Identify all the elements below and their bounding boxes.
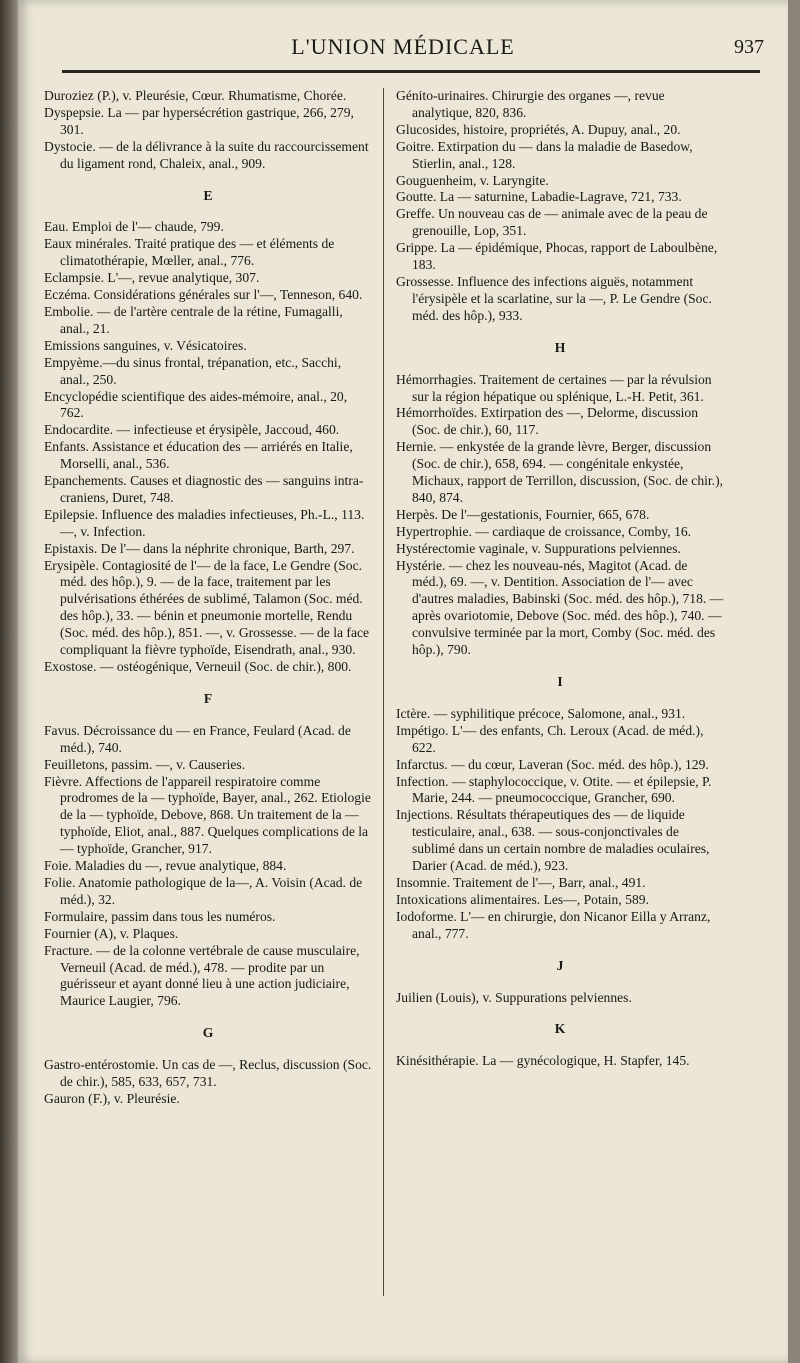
index-entry: Ictère. — syphilitique précoce, Salomone, anal., 931.	[396, 705, 686, 721]
page-number: 937	[734, 36, 764, 58]
index-entry: Greffe. Un nouveau cas de — animale avec de la peau de grenouille, Lop, 351.	[396, 206, 708, 239]
index-entry: Gauron (F.), v. Pleurésie.	[44, 1090, 180, 1106]
index-entry: Hernie. — enkystée de la grande lèvre, Berger, discussion (Soc. de chir.), 658, 694. — congénitale enkystée, Michaux, rapport de Terrillon, discussion, (Soc. de chir.), 840, 874.	[396, 439, 724, 505]
index-entry: Gouguenheim, v. Laryngite.	[396, 172, 549, 188]
index-entry: Goitre. Extirpation du — dans la maladie de Basedow, Stierlin, anal., 128.	[396, 138, 693, 171]
index-entry: Hémorrhagies. Traitement de certaines — par la révulsion sur la région hépatique ou splénique, L.-H. Petit, 361.	[396, 371, 712, 404]
index-group-h	[396, 372, 724, 659]
journal-title: L'UNION MÉDICALE	[291, 34, 515, 59]
index-entry: Feuilletons, passim. —, v. Causeries.	[44, 756, 246, 772]
index-entry: Duroziez (P.), v. Pleurésie, Cœur. Rhumatisme, Chorée.	[44, 88, 347, 103]
index-entry: Empyème.—du sinus frontal, trépanation, etc., Sacchi, anal., 250.	[44, 354, 342, 387]
index-entry: Erysipèle. Contagiosité de l'— de la face, Le Gendre (Soc. méd. des hôp.), 9. — de la face, traitement par les pulvérisations éthérées de sublimé, Talamon (Soc. méd. des hôp.), 33. — bénin et pneumonie mortelle, Rendu (Soc. méd. des hôp.), 851. —, v. Grossesse. — de la face compliquant la fièvre typhoïde, Eisendrath, anal., 930.	[44, 557, 370, 658]
index-entry: Eaux minérales. Traité pratique des — et éléments de climatothérapie, Mœller, anal., 776.	[44, 236, 335, 269]
header-rule	[62, 70, 760, 73]
index-entry: Foie. Maladies du —, revue analytique, 884.	[44, 858, 287, 874]
index-entry: Herpès. De l'—gestationis, Fournier, 665, 678.	[396, 506, 650, 522]
index-entry: Hémorrhoïdes. Extirpation des —, Delorme, discussion (Soc. de chir.), 60, 117.	[396, 405, 699, 438]
index-entry: Dyspepsie. La — par hypersécrétion gastrique, 266, 279, 301.	[44, 104, 354, 137]
index-entry: Folie. Anatomie pathologique de la—, A. Voisin (Acad. de méd.), 32.	[44, 874, 363, 907]
index-entry: Epistaxis. De l'— dans la néphrite chronique, Barth, 297.	[44, 540, 355, 556]
index-entry: Fournier (A), v. Plaques.	[44, 925, 179, 941]
index-entry: Embolie. — de l'artère centrale de la rétine, Fumagalli, anal., 21.	[44, 303, 343, 336]
index-entry: Hypertrophie. — cardiaque de croissance, Comby, 16.	[396, 523, 692, 539]
index-entry: Insomnie. Traitement de l'—, Barr, anal., 491.	[396, 874, 646, 890]
index-entry: Emissions sanguines, v. Vésicatoires.	[44, 337, 247, 353]
index-entry: Goutte. La — saturnine, Labadie-Lagrave, 721, 733.	[396, 189, 682, 205]
index-entry: Encyclopédie scientifique des aides-mémoire, anal., 20, 762.	[44, 388, 348, 421]
column-divider	[383, 88, 384, 1296]
index-group-i	[396, 706, 724, 943]
index-entry: Impétigo. L'— des enfants, Ch. Leroux (Acad. de méd.), 622.	[396, 722, 704, 755]
index-entry: Grossesse. Influence des infections aiguës, notamment l'érysipèle et la scarlatine, sur la —, P. Le Gendre (Soc. méd. des hôp.), 933.	[396, 273, 712, 323]
letter-heading-e: E	[203, 187, 213, 203]
letter-heading-g: G	[202, 1025, 214, 1041]
index-entry: Génito-urinaires. Chirurgie des organes —, revue analytique, 820, 836.	[396, 88, 665, 120]
index-entry: Infection. — staphylococcique, v. Otite. — et épilepsie, P. Marie, 244. — pneumococcique, Grancher, 690.	[396, 773, 712, 806]
index-entry: Infarctus. — du cœur, Laveran (Soc. méd. des hôp.), 129.	[396, 756, 709, 772]
index-entry: Injections. Résultats thérapeutiques des — de liquide testiculaire, anal., 638. — sous-conjonctivales de sublimé dans un certain nombre de maladies oculaires, Darier (Acad. de méd.), 923.	[396, 807, 710, 874]
index-entry: Dystocie. — de la délivrance à la suite du raccourcissement du ligament rond, Chaleix, anal., 909.	[44, 138, 369, 171]
index-entry: Epanchements. Causes et diagnostic des — sanguins intra-craniens, Duret, 748.	[44, 473, 364, 505]
index-entry: Eau. Emploi de l'— chaude, 799.	[44, 219, 224, 235]
index-group-k	[396, 1053, 724, 1070]
index-group-j	[396, 990, 724, 1007]
index-entry: Iodoforme. L'— en chirurgie, don Nicanor Eilla y Arranz, anal., 777.	[396, 908, 711, 941]
index-entry: Formulaire, passim dans tous les numéros.	[44, 908, 276, 924]
book-spine	[0, 0, 18, 1363]
index-entry: Exostose. — ostéogénique, Verneuil (Soc. de chir.), 800.	[44, 659, 352, 674]
letter-heading-h: H	[554, 339, 566, 355]
index-group-f	[44, 723, 372, 1010]
index-entry: Eclampsie. L'—, revue analytique, 307.	[44, 270, 260, 286]
letter-heading-i: I	[557, 674, 563, 689]
index-entry: Hystérie. — chez les nouveau-nés, Magitot (Acad. de méd.), 69. —, v. Dentition. Association de l'— avec d'autres maladies, Babinski (Soc. méd. des hôp.), 718. — après ovariotomie, Debove (Soc. méd. des hôp.), 740. — convulsive terminée par la mort, Comby (Soc. méd. des hôp.), 790.	[396, 557, 724, 658]
index-entry: Favus. Décroissance du — en France, Feulard (Acad. de méd.), 740.	[44, 722, 351, 755]
index-group-d	[44, 88, 372, 173]
index-entry: Gastro-entérostomie. Un cas de —, Reclus, discussion (Soc. de chir.), 585, 633, 657, 731.	[44, 1057, 372, 1090]
letter-heading-j: J	[556, 957, 564, 973]
right-column	[396, 88, 724, 1070]
index-entry: Fracture. — de la colonne vertébrale de cause musculaire, Verneuil (Acad. de méd.), 478. — prodite par un guérisseur et ayant donné lieu à une action judiciaire, Maurice Laugier, 796.	[44, 942, 360, 1009]
index-entry: Enfants. Assistance et éducation des — arriérés en Italie, Morselli, anal., 536.	[44, 439, 353, 472]
index-entry: Eczéma. Considérations générales sur l'—, Tenneson, 640.	[44, 287, 363, 303]
running-header	[18, 28, 788, 68]
index-group-g-cont	[396, 88, 724, 325]
left-column	[44, 88, 372, 1108]
index-entry: Endocardite. — infectieuse et érysipèle, Jaccoud, 460.	[44, 422, 340, 438]
index-entry: Glucosides, histoire, propriétés, A. Dupuy, anal., 20.	[396, 121, 681, 137]
index-entry: Juilien (Louis), v. Suppurations pelviennes.	[396, 989, 632, 1005]
index-entry: Hystérectomie vaginale, v. Suppurations pelviennes.	[396, 540, 681, 556]
index-entry: Epilepsie. Influence des maladies infectieuses, Ph.-L., 113. —, v. Infection.	[44, 506, 365, 539]
index-entry: Grippe. La — épidémique, Phocas, rapport de Laboulbène, 183.	[396, 240, 718, 273]
index-entry: Kinésithérapie. La — gynécologique, H. Stapfer, 145.	[396, 1053, 690, 1069]
index-group-g	[44, 1057, 372, 1108]
index-entry: Intoxications alimentaires. Les—, Potain, 589.	[396, 891, 649, 907]
letter-heading-k: K	[554, 1021, 566, 1037]
index-group-e	[44, 219, 372, 675]
letter-heading-f: F	[203, 690, 213, 706]
index-entry: Fièvre. Affections de l'appareil respiratoire comme prodromes de la — typhoïde, Bayer, anal., 262. Etiologie de la — typhoïde, Debove, 868. Un traitement de la — typhoïde, Eliot, anal., 887. Quelques complications de la — typhoïde, Grancher, 917.	[44, 773, 371, 857]
